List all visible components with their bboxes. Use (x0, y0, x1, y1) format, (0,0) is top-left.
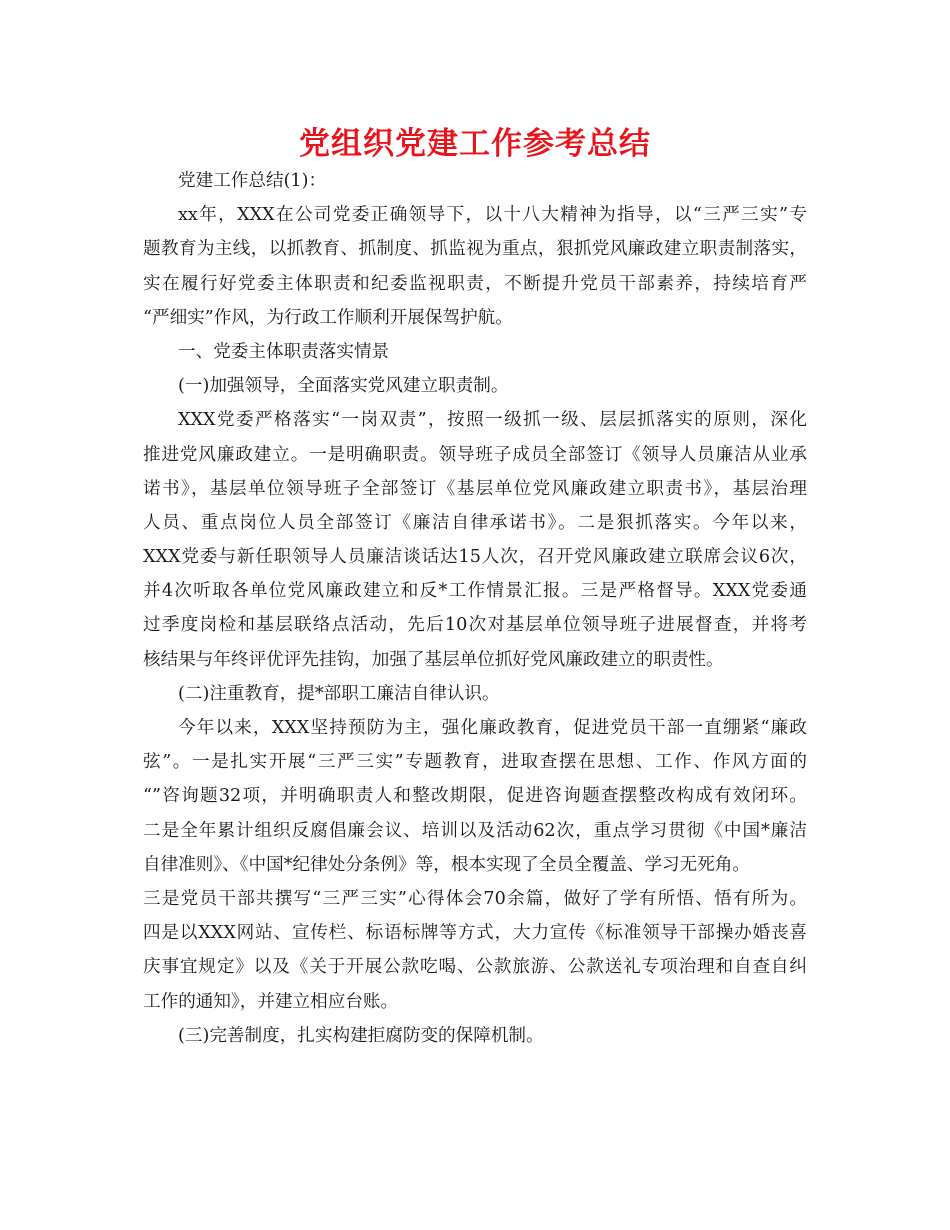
text-line: XXX党委与新任职领导人员廉洁谈话达15人次，召开党风廉政建立联席会议6次， (143, 547, 807, 568)
text-line: 三是党员干部共撰写“三严三实”心得体会70余篇，做好了学有所悟、悟有所为。 (143, 888, 807, 909)
document-title: 党组织党建工作参考总结 (299, 126, 651, 162)
text-line: 弦”。一是扎实开展“三严三实”专题教育，进取查摆在思想、工作、作风方面的 (143, 752, 807, 773)
text-line: 工作的通知》，并建立相应台账。 (143, 991, 399, 1012)
text-line: 党建工作总结(1)： (178, 171, 327, 191)
text-line: 核结果与年终评优评先挂钩，加强了基层单位抓好党风廉政建立的职责性。 (143, 649, 724, 670)
text-line: 四是以XXX网站、宣传栏、标语标牌等方式，大力宣传《标准领导干部操办婚丧喜 (143, 923, 807, 944)
text-line: (一)加强领导，全面落实党风建立职责制。 (178, 376, 509, 397)
text-line: “”咨询题32项，并明确职责人和整改期限，促进咨询题查摆整改构成有效闭环。 (143, 786, 807, 807)
text-line: XXX党委严格落实“一岗双责”，按照一级抓一级、层层抓落实的原则，深化 (178, 410, 807, 431)
text-line: 过季度岗检和基层联络点活动，先后10次对基层单位领导班子进展督查，并将考 (143, 615, 807, 636)
text-line: 今年以来，XXX坚持预防为主，强化廉政教育，促进党员干部一直绷紧“廉政 (178, 718, 807, 738)
text-line: 诺书》，基层单位领导班子全部签订《基层单位党风廉政建立职责书》，基层治理 (143, 478, 807, 499)
text-line: 题教育为主线，以抓教育、抓制度、抓监视为重点，狠抓党风廉政建立职责制落实， (143, 239, 807, 260)
text-line: “严细实”作风，为行政工作顺利开展保驾护航。 (143, 307, 513, 328)
document-body (143, 164, 807, 1053)
text-line: 自律准则》、《中国*纪律处分条例》等，根本实现了全员全覆盖、学习无死角。 (143, 854, 750, 875)
text-line: 一、党委主体职责落实情景 (178, 341, 390, 362)
text-line: (三)完善制度，扎实构建拒腐防变的保障机制。 (178, 1025, 544, 1046)
text-line: 庆事宜规定》以及《关于开展公款吃喝、公款旅游、公款送礼专项治理和自查自纠 (143, 957, 807, 978)
text-line: 二是全年累计组织反腐倡廉会议、培训以及活动62次，重点学习贯彻《中国*廉洁 (143, 820, 807, 841)
text-line: 人员、重点岗位人员全部签订《廉洁自律承诺书》。二是狠抓落实。今年以来， (143, 512, 807, 533)
text-line: 并4次听取各单位党风廉政建立和反*工作情景汇报。三是严格督导。XXX党委通 (143, 581, 807, 602)
text-line: xx年，XXX在公司党委正确领导下，以十八大精神为指导，以“三严三实”专 (178, 205, 807, 226)
text-line: (二)注重教育，提*部职工廉洁自律认识。 (178, 683, 500, 704)
text-line: 推进党风廉政建立。一是明确职责。领导班子成员全部签订《领导人员廉洁从业承 (143, 444, 807, 465)
text-line: 实在履行好党委主体职责和纪委监视职责，不断提升党员干部素养，持续培育严 (143, 273, 807, 294)
